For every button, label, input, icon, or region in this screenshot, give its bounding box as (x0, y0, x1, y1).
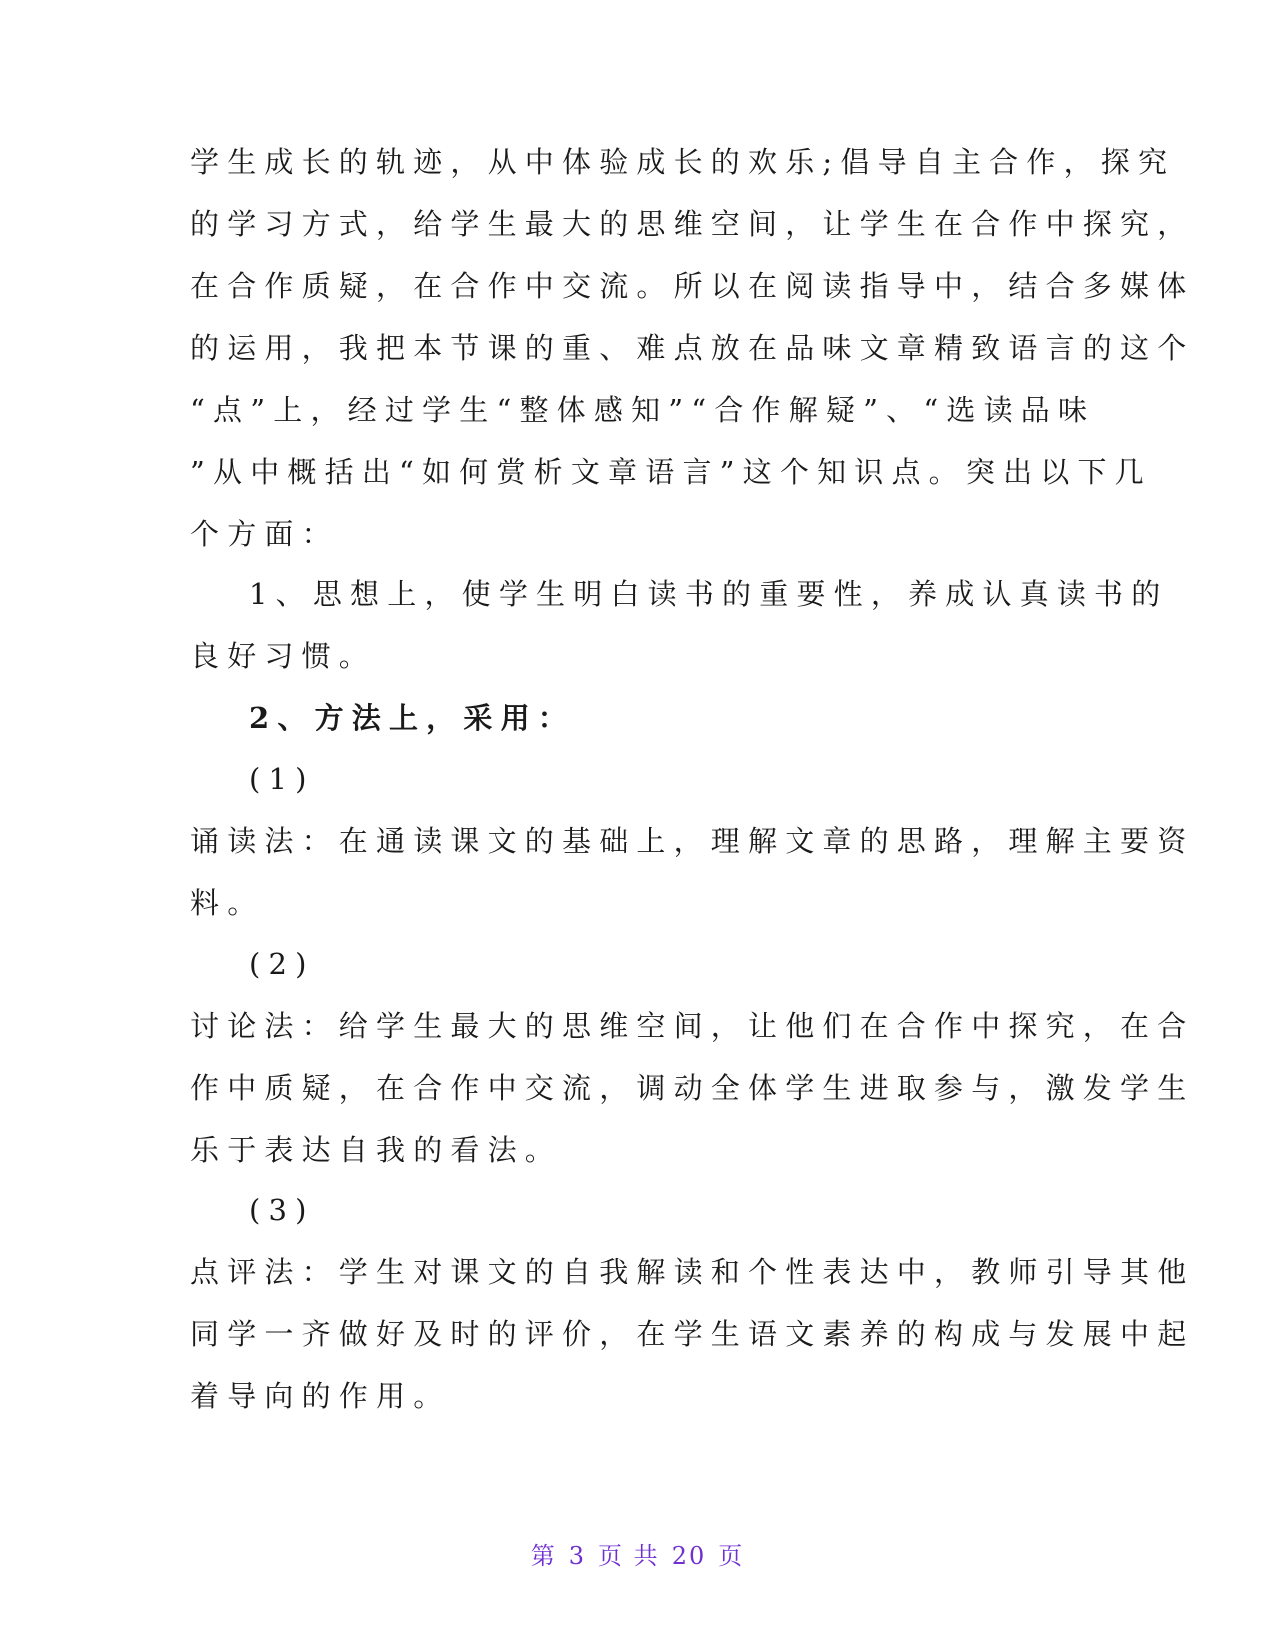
method-number: (2) (249, 947, 315, 981)
paragraph-line: “点”上，经过学生“整体感知”“合作解疑”、“选读品味 (190, 393, 1096, 427)
paragraph-line: 讨论法：给学生最大的思维空间，让他们在合作中探究，在合 (190, 1009, 1195, 1043)
paragraph-line: 料。 (190, 886, 265, 920)
method-number: (3) (249, 1193, 315, 1227)
paragraph-line: 作中质疑，在合作中交流，调动全体学生进取参与，激发学生 (190, 1071, 1195, 1105)
footer-middle: 页 共 (598, 1542, 660, 1570)
footer-suffix: 页 (718, 1542, 745, 1570)
total-pages-number: 20 (671, 1542, 707, 1570)
paragraph-line: 良好习惯。 (190, 639, 377, 673)
page-number-footer (0, 1536, 1275, 1571)
paragraph-line: ”从中概括出“如何赏析文章语言”这个知识点。突出以下几 (190, 455, 1152, 489)
paragraph-line: 的运用，我把本节课的重、难点放在品味文章精致语言的这个 (190, 331, 1195, 365)
paragraph-line: 着导向的作用。 (190, 1379, 451, 1413)
paragraph-line: 点评法：学生对课文的自我解读和个性表达中，教师引导其他 (190, 1255, 1195, 1289)
paragraph-line: 个方面： (190, 517, 339, 551)
section-heading: 2、方法上，采用： (249, 701, 575, 735)
method-number: (1) (249, 762, 315, 796)
list-item-1: 1、思想上，使学生明白读书的重要性，养成认真读书的 (249, 577, 1169, 611)
paragraph-line: 乐于表达自我的看法。 (190, 1133, 563, 1167)
paragraph-line: 在合作质疑，在合作中交流。所以在阅读指导中，结合多媒体 (190, 269, 1195, 303)
paragraph-line: 的学习方式，给学生最大的思维空间，让学生在合作中探究， (190, 207, 1195, 241)
footer-prefix: 第 (530, 1542, 557, 1570)
paragraph-line: 学生成长的轨迹，从中体验成长的欢乐;倡导自主合作，探究 (190, 145, 1176, 179)
paragraph-line: 诵读法：在通读课文的基础上，理解文章的思路，理解主要资 (190, 824, 1195, 858)
current-page-number: 3 (568, 1542, 587, 1570)
paragraph-line: 同学一齐做好及时的评价，在学生语文素养的构成与发展中起 (190, 1317, 1195, 1351)
